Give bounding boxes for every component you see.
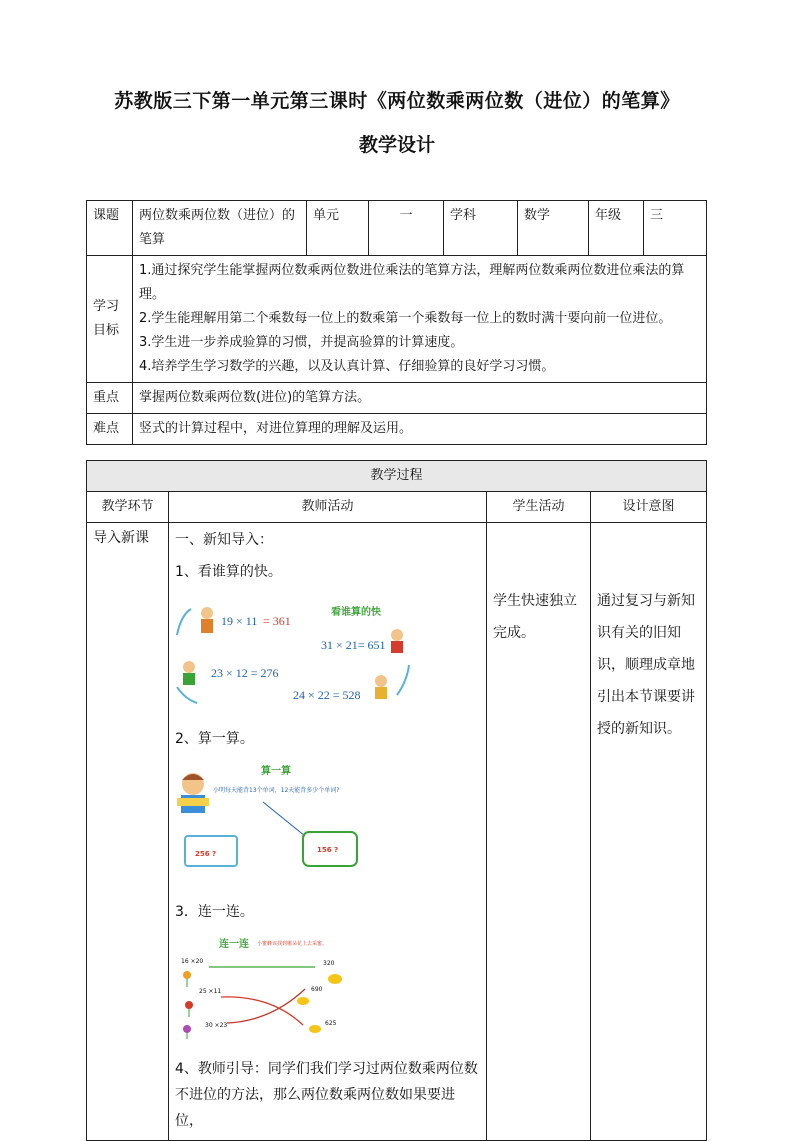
- document-title: 苏教版三下第一单元第三课时《两位数乘两位数（进位）的笔算》: [114, 90, 680, 112]
- right-item: 625: [325, 1020, 337, 1027]
- child-icon: [201, 607, 213, 633]
- quick-calc-figure: [175, 595, 411, 707]
- subject-value: 数学: [518, 201, 589, 256]
- process-header: 教学过程: [87, 461, 707, 492]
- reading-boy-icon: [177, 773, 209, 813]
- right-item: 690: [311, 986, 323, 993]
- difficult-label: 难点: [87, 414, 133, 445]
- goal-item: 3.学生进一步养成验算的习惯，并提高验算的计算速度。: [139, 335, 464, 350]
- subject-label: 学科: [444, 201, 518, 256]
- calc-problem-figure: [175, 762, 365, 880]
- fig2-right-box: 156 ?: [317, 846, 339, 854]
- goal-item: 2.学生能理解用第二个乘数每一位上的数乘第一个乘数每一位上的数时满十要向前一位进位。: [139, 311, 672, 326]
- intent-text: 通过复习与新知识有关的旧知识，顺理成章地引出本节课要讲授的新知识。: [597, 593, 695, 737]
- topic-label: 课题: [87, 201, 133, 256]
- child-icon: [391, 629, 403, 653]
- fig3-title: 连一连: [219, 939, 249, 950]
- right-item: 320: [323, 960, 335, 967]
- col-student-header: 学生活动: [487, 492, 591, 523]
- flower-icon: [183, 971, 193, 1039]
- fig3-hint: 小蜜蜂该找到哪朵花上去采蜜。: [257, 941, 328, 947]
- student-text: 学生快速独立完成。: [493, 593, 577, 641]
- lesson-info-table: [86, 200, 707, 445]
- eq-3: 23 × 12 = 276: [211, 666, 279, 680]
- student-activity-cell: [487, 523, 591, 1141]
- step3-text: 3．连一连。: [175, 904, 254, 920]
- eq-1b: = 361: [263, 614, 291, 628]
- child-icon: [183, 661, 195, 685]
- left-item: 16 ×20: [181, 958, 204, 965]
- topic-value: 两位数乘两位数（进位）的笔算: [133, 201, 307, 256]
- fig2-left-box: 256 ?: [195, 850, 217, 858]
- goal-item: 4.培养学生学习数学的兴趣，以及认真计算、仔细验算的良好学习习惯。: [139, 359, 555, 374]
- eq-2: 31 × 21= 651: [321, 638, 386, 652]
- left-item: 25 ×11: [199, 988, 222, 995]
- stage-cell: 导入新课: [87, 523, 169, 1141]
- intro-text: 一、新知导入：: [175, 532, 273, 548]
- col-stage-header: 教学环节: [87, 492, 169, 523]
- eq-4: 24 × 22 = 528: [293, 688, 361, 702]
- fig2-question: 小明每天能背13个单词，12天能背多少个单词?: [213, 787, 340, 794]
- fig2-title: 算一算: [261, 766, 291, 777]
- matching-figure: [175, 935, 353, 1039]
- fig1-title: 看谁算的快: [331, 607, 381, 618]
- grade-value: 三: [644, 201, 707, 256]
- teaching-process-table: [86, 460, 707, 1141]
- unit-label: 单元: [307, 201, 369, 256]
- step2-text: 2、算一算。: [175, 731, 254, 747]
- design-intent-cell: [591, 523, 707, 1141]
- step4-text: 4、教师引导：同学们我们学习过两位数乘两位数不进位的方法，那么两位数乘两位数如果要进位，: [175, 1061, 478, 1129]
- left-item: 30 ×23: [205, 1022, 228, 1029]
- step1-text: 1、看谁算的快。: [175, 564, 282, 580]
- col-teacher-header: 教师活动: [169, 492, 487, 523]
- teacher-activity-cell: [169, 523, 487, 1141]
- eq-1a: 19 × 11: [221, 614, 258, 628]
- child-icon: [375, 675, 387, 699]
- goals-label: 学习目标: [87, 256, 133, 383]
- difficult-value: 竖式的计算过程中，对进位算理的理解及运用。: [133, 414, 707, 445]
- col-intent-header: 设计意图: [591, 492, 707, 523]
- goal-item: 1.通过探究学生能掌握两位数乘两位数进位乘法的笔算方法，理解两位数乘两位数进位乘法的算理。: [139, 263, 685, 302]
- key-label: 重点: [87, 383, 133, 414]
- grade-label: 年级: [589, 201, 644, 256]
- unit-value: 一: [369, 201, 444, 256]
- key-value: 掌握两位数乘两位数(进位)的笔算方法。: [133, 383, 707, 414]
- document-subtitle: 教学设计: [358, 134, 435, 156]
- goals-list: [133, 256, 707, 383]
